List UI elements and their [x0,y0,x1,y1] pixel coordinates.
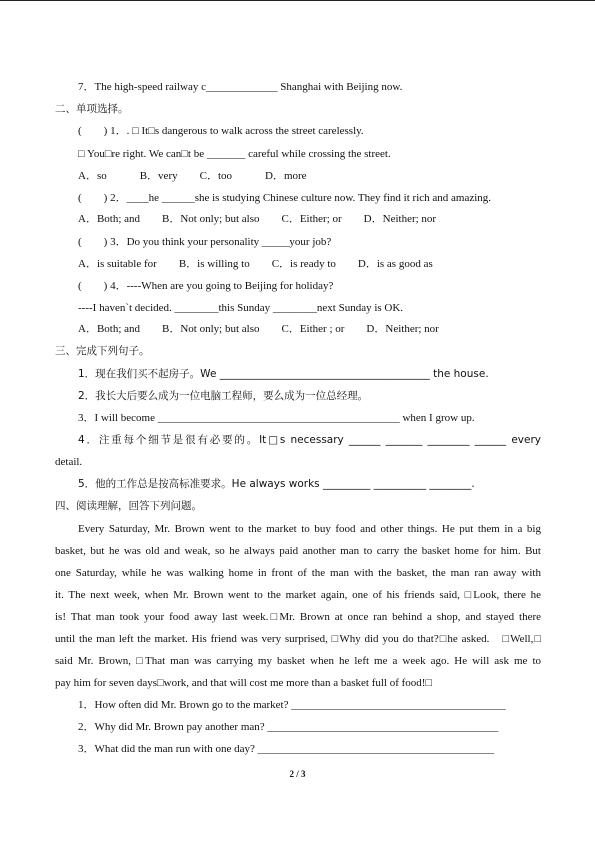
reading-question-1: 1．How often did Mr. Brown go to the market? _______________________________________ [78,699,506,711]
sentence-1: 1．现在我们买不起房子。We ________________________________________ the house. [78,368,489,380]
reading-question-3: 3．What did the man run with one day? ___________________________________________ [78,743,495,755]
passage-line-6: until the man left the market. His friend was very surprised, □Why did you do that?□he asked. □Well,□ [55,633,541,645]
passage-line-8: pay him for seven days□work, and that will cost me more than a basket full of food!□ [55,677,433,689]
mc-1-question: ( ) 1．. □ It□s dangerous to walk across the street carelessly. [78,125,364,137]
mc-4-dialog-reply: ----I haven`t decided. ________this Sunday ________next Sunday is OK. [78,302,404,314]
passage-line-4: it. The next week, when Mr. Brown went to the market again, one of his friends said, □Look, there he [55,589,541,601]
top-rule [0,0,595,1]
passage-line-1: Every Saturday, Mr. Brown went to the market to buy food and other things. He put them in a big [78,523,541,535]
mc-3-question: ( ) 3．Do you think your personality _____your job? [78,236,332,248]
section-2-heading: 二、单项选择。 [55,103,129,115]
passage-line-3: one Saturday, while he was walking home in front of the man with the basket, the man ran away with [55,567,541,579]
sentence-4-continuation: detail. [55,456,83,468]
mc-4-options: A．Both; and B．Not only; but also C．Either ; or D．Neither; nor [78,323,439,335]
mc-2-question: ( ) 2．____he ______she is studying Chinese culture now. They find it rich and amazing. [78,192,492,204]
sentence-4: 4．注重每个细节是很有必要的。It□s necessary ______ _______ ________ ______ every [78,434,541,446]
sentence-5: 5．他的工作总是按高标准要求。He always works _________ __________ ________. [78,478,475,490]
reading-question-2: 2．Why did Mr. Brown pay another man? __________________________________________ [78,721,499,733]
mc-4-question: ( ) 4．----When are you going to Beijing for holiday? [78,280,334,292]
sentence-2: 2．我长大后要么成为一位电脑工程师，要么成为一位总经理。 [78,390,369,402]
page-number: 2 / 3 [289,769,306,779]
section-3-heading: 三、完成下列句子。 [55,345,150,357]
mc-1-dialog-reply: □ You□re right. We can□t be _______ careful while crossing the street. [78,148,391,160]
mc-3-options: A．is suitable for B．is willing to C．is ready to D．is as good as [78,258,433,270]
mc-2-options: A．Both; and B．Not only; but also C．Either; or D．Neither; nor [78,213,437,225]
passage-line-2: basket, but he was old and weak, so he always paid another man to carry the basket home for him. But [55,545,541,557]
section-4-heading: 四、阅读理解，回答下列问题。 [55,500,202,512]
passage-line-7: said Mr. Brown, □That man was carrying my basket when he left me a week ago. He will ask me to [55,655,541,667]
sentence-3: 3．I will become ____________________________________________ when I grow up. [78,412,475,424]
mc-1-options: A．so B．very C．too D．more [78,170,307,182]
question-7-line: 7．The high-speed railway c_____________ Shanghai with Beijing now. [78,81,403,93]
passage-line-5: is! That man took your food away last week.□Mr. Brown at once ran behind a shop, and stayed there [55,611,541,623]
